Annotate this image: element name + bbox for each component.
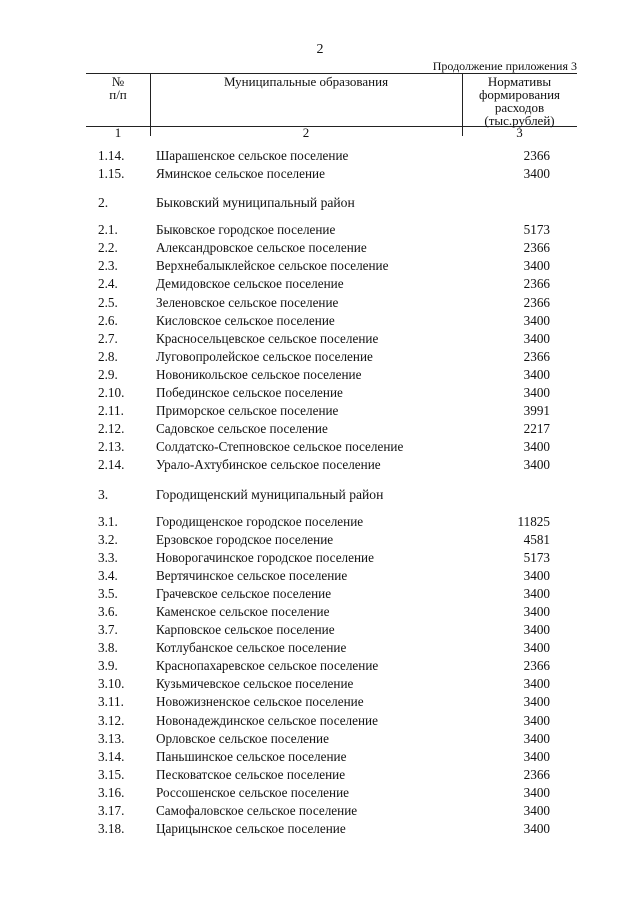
row-number: 2.8. — [98, 348, 118, 364]
row-value: 3400 — [523, 585, 550, 601]
row-name: Каменское сельское поселение — [156, 603, 330, 619]
row-name: Шарашенское сельское поселение — [156, 148, 349, 163]
section-row — [0, 479, 640, 511]
row-name: Яминское сельское поселение — [156, 166, 325, 182]
row-name: Кузьмичевское сельское поселение — [156, 676, 354, 692]
table-row — [0, 730, 640, 748]
table-row — [0, 438, 640, 456]
row-value: 3400 — [523, 385, 550, 401]
table-header — [86, 73, 577, 140]
row-value: 3400 — [523, 803, 550, 818]
row-name: Новонадеждинское сельское поселение — [156, 712, 378, 728]
row-name: Котлубанское сельское поселение — [156, 640, 347, 656]
table-row — [0, 513, 640, 531]
row-name: Краснопахаревское сельское поселение — [156, 658, 379, 674]
row-name: Быковское городское поселение — [156, 222, 336, 238]
row-number: 3.17. — [98, 803, 125, 818]
row-number: 3.3. — [98, 549, 118, 565]
table-row — [0, 275, 640, 293]
row-number: 3.15. — [98, 766, 125, 782]
row-value: 2366 — [523, 658, 550, 674]
row-name: Россошенское сельское поселение — [156, 784, 349, 800]
row-number: 3.13. — [98, 730, 125, 746]
table-row — [0, 294, 640, 312]
row-name: Верхнебалыклейское сельское поселение — [156, 258, 389, 274]
row-number: 3.7. — [98, 622, 118, 638]
row-number: 2. — [98, 195, 109, 211]
row-name: Орловское сельское поселение — [156, 730, 329, 746]
table-row — [0, 657, 640, 675]
header-col-number — [86, 75, 150, 101]
table-row — [0, 621, 640, 639]
row-number: 3.2. — [98, 531, 118, 547]
row-number: 2.9. — [98, 366, 118, 382]
row-name: Городищенский муниципальный район — [156, 486, 384, 502]
row-value: 3400 — [523, 676, 550, 692]
row-value: 3400 — [523, 312, 550, 328]
row-name: Карповское сельское поселение — [156, 622, 335, 638]
table-row — [0, 712, 640, 730]
row-number: 3.6. — [98, 603, 118, 619]
table-row — [0, 165, 640, 183]
header-col-norms-line2: формирования — [478, 87, 561, 102]
row-name: Вертячинское сельское поселение — [156, 567, 348, 583]
header-col-norms-line1: Нормативы — [487, 74, 552, 89]
row-value: 4581 — [523, 531, 550, 547]
row-value: 3400 — [523, 784, 550, 800]
row-number: 2.13. — [98, 439, 125, 455]
row-number: 2.7. — [98, 330, 118, 346]
row-value: 3400 — [523, 821, 550, 837]
row-name: Грачевское сельское поселение — [156, 585, 332, 601]
table-row — [0, 312, 640, 330]
table-row — [0, 221, 640, 239]
row-name: Паньшинское сельское поселение — [156, 748, 347, 764]
row-number: 3.14. — [98, 748, 125, 764]
header-col-municipality: Муниципальные образования — [223, 74, 389, 89]
row-number: 3.18. — [98, 821, 125, 837]
row-value: 3400 — [523, 748, 550, 764]
header-index-1: 1 — [114, 125, 122, 140]
table-row — [0, 567, 640, 585]
table-row — [0, 384, 640, 402]
table-row — [0, 820, 640, 838]
row-value: 3400 — [523, 258, 550, 274]
row-value: 11825 — [517, 513, 550, 529]
table-row — [0, 330, 640, 348]
row-number: 2.11. — [98, 403, 124, 419]
table-row — [0, 802, 640, 820]
row-name: Луговопролейское сельское поселение — [156, 348, 373, 364]
header-col-norms — [462, 75, 577, 127]
row-name: Городищенское городское поселение — [156, 513, 364, 529]
row-value: 3400 — [523, 366, 550, 382]
row-value: 2217 — [523, 421, 550, 437]
continuation-note: Продолжение приложения 3 — [432, 59, 577, 73]
row-value: 2366 — [523, 276, 550, 292]
row-number: 3.12. — [98, 712, 125, 728]
table-row — [0, 693, 640, 711]
header-index-2: 2 — [302, 125, 310, 140]
row-name: Самофаловское сельское поселение — [156, 803, 358, 818]
table-row — [0, 402, 640, 420]
row-name: Красносельцевское сельское поселение — [156, 330, 379, 346]
row-number: 2.1. — [98, 222, 118, 238]
row-number: 2.12. — [98, 421, 125, 437]
row-name: Новоникольское сельское поселение — [156, 366, 362, 382]
table-row — [0, 549, 640, 567]
row-value: 2366 — [523, 294, 550, 310]
section-row — [0, 187, 640, 219]
row-number: 3.4. — [98, 567, 118, 583]
row-value: 3400 — [523, 567, 550, 583]
row-number: 1.14. — [98, 148, 125, 163]
table-row — [0, 766, 640, 784]
row-number: 3.11. — [98, 694, 124, 710]
row-name: Александровское сельское поселение — [156, 240, 367, 256]
row-value: 2366 — [523, 240, 550, 256]
row-name: Кисловское сельское поселение — [156, 312, 335, 328]
row-name: Новорогачинское городское поселение — [156, 549, 374, 565]
row-number: 3.16. — [98, 784, 125, 800]
row-name: Царицынское сельское поселение — [156, 821, 346, 837]
row-name: Демидовское сельское поселение — [156, 276, 344, 292]
header-col-norms-line3: расходов — [494, 100, 545, 115]
table-row — [0, 147, 640, 165]
row-name: Садовское сельское поселение — [156, 421, 328, 437]
row-number: 3.1. — [98, 513, 118, 529]
table-row — [0, 748, 640, 766]
row-value: 5173 — [523, 549, 550, 565]
row-value: 2366 — [523, 148, 550, 163]
table-row — [0, 585, 640, 603]
row-number: 2.14. — [98, 457, 125, 473]
row-name: Зеленовское сельское поселение — [156, 294, 339, 310]
table-row — [0, 603, 640, 621]
table-row — [0, 456, 640, 474]
table-row — [0, 239, 640, 257]
row-value: 3400 — [523, 730, 550, 746]
row-value: 2366 — [523, 766, 550, 782]
row-number: 2.3. — [98, 258, 118, 274]
table-row — [0, 366, 640, 384]
row-value: 3400 — [523, 603, 550, 619]
row-number: 2.10. — [98, 385, 125, 401]
row-value: 3400 — [523, 622, 550, 638]
row-name: Новожизненское сельское поселение — [156, 694, 364, 710]
row-name: Солдатско-Степновское сельское поселение — [156, 439, 404, 455]
row-number: 2.4. — [98, 276, 118, 292]
row-value: 3400 — [523, 457, 550, 473]
row-name: Побединское сельское поселение — [156, 385, 343, 401]
row-value: 2366 — [523, 348, 550, 364]
row-number: 3.5. — [98, 585, 118, 601]
header-col-norms-line4: (тыс.рублей) — [484, 113, 555, 128]
row-value: 3400 — [523, 439, 550, 455]
table-row — [0, 420, 640, 438]
row-number: 3.10. — [98, 676, 125, 692]
row-number: 2.2. — [98, 240, 118, 256]
table-row — [0, 348, 640, 366]
row-value: 3400 — [523, 640, 550, 656]
row-value: 3991 — [523, 403, 550, 419]
row-name: Урало-Ахтубинское сельское поселение — [156, 457, 381, 473]
header-col-number-line2: п/п — [109, 87, 127, 102]
row-number: 3.8. — [98, 640, 118, 656]
table-row — [0, 675, 640, 693]
table-row — [0, 531, 640, 549]
row-name: Приморское сельское поселение — [156, 403, 339, 419]
table-row — [0, 257, 640, 275]
table-row — [0, 639, 640, 657]
row-value: 3400 — [523, 694, 550, 710]
row-name: Ерзовское городское поселение — [156, 531, 334, 547]
page-number: 2 — [316, 42, 324, 57]
row-number: 2.5. — [98, 294, 118, 310]
row-name: Песковатское сельское поселение — [156, 766, 346, 782]
row-number: 2.6. — [98, 312, 118, 328]
row-value: 3400 — [523, 166, 550, 182]
row-value: 3400 — [523, 712, 550, 728]
row-value: 5173 — [523, 222, 550, 238]
table-row — [0, 784, 640, 802]
row-number: 1.15. — [98, 166, 125, 182]
row-number: 3. — [98, 486, 109, 502]
header-index-3: 3 — [516, 125, 523, 140]
row-number: 3.9. — [98, 658, 118, 674]
header-col-number-line1: № — [111, 74, 125, 89]
row-value: 3400 — [523, 330, 550, 346]
row-name: Быковский муниципальный район — [156, 195, 355, 211]
table-body — [0, 147, 640, 838]
